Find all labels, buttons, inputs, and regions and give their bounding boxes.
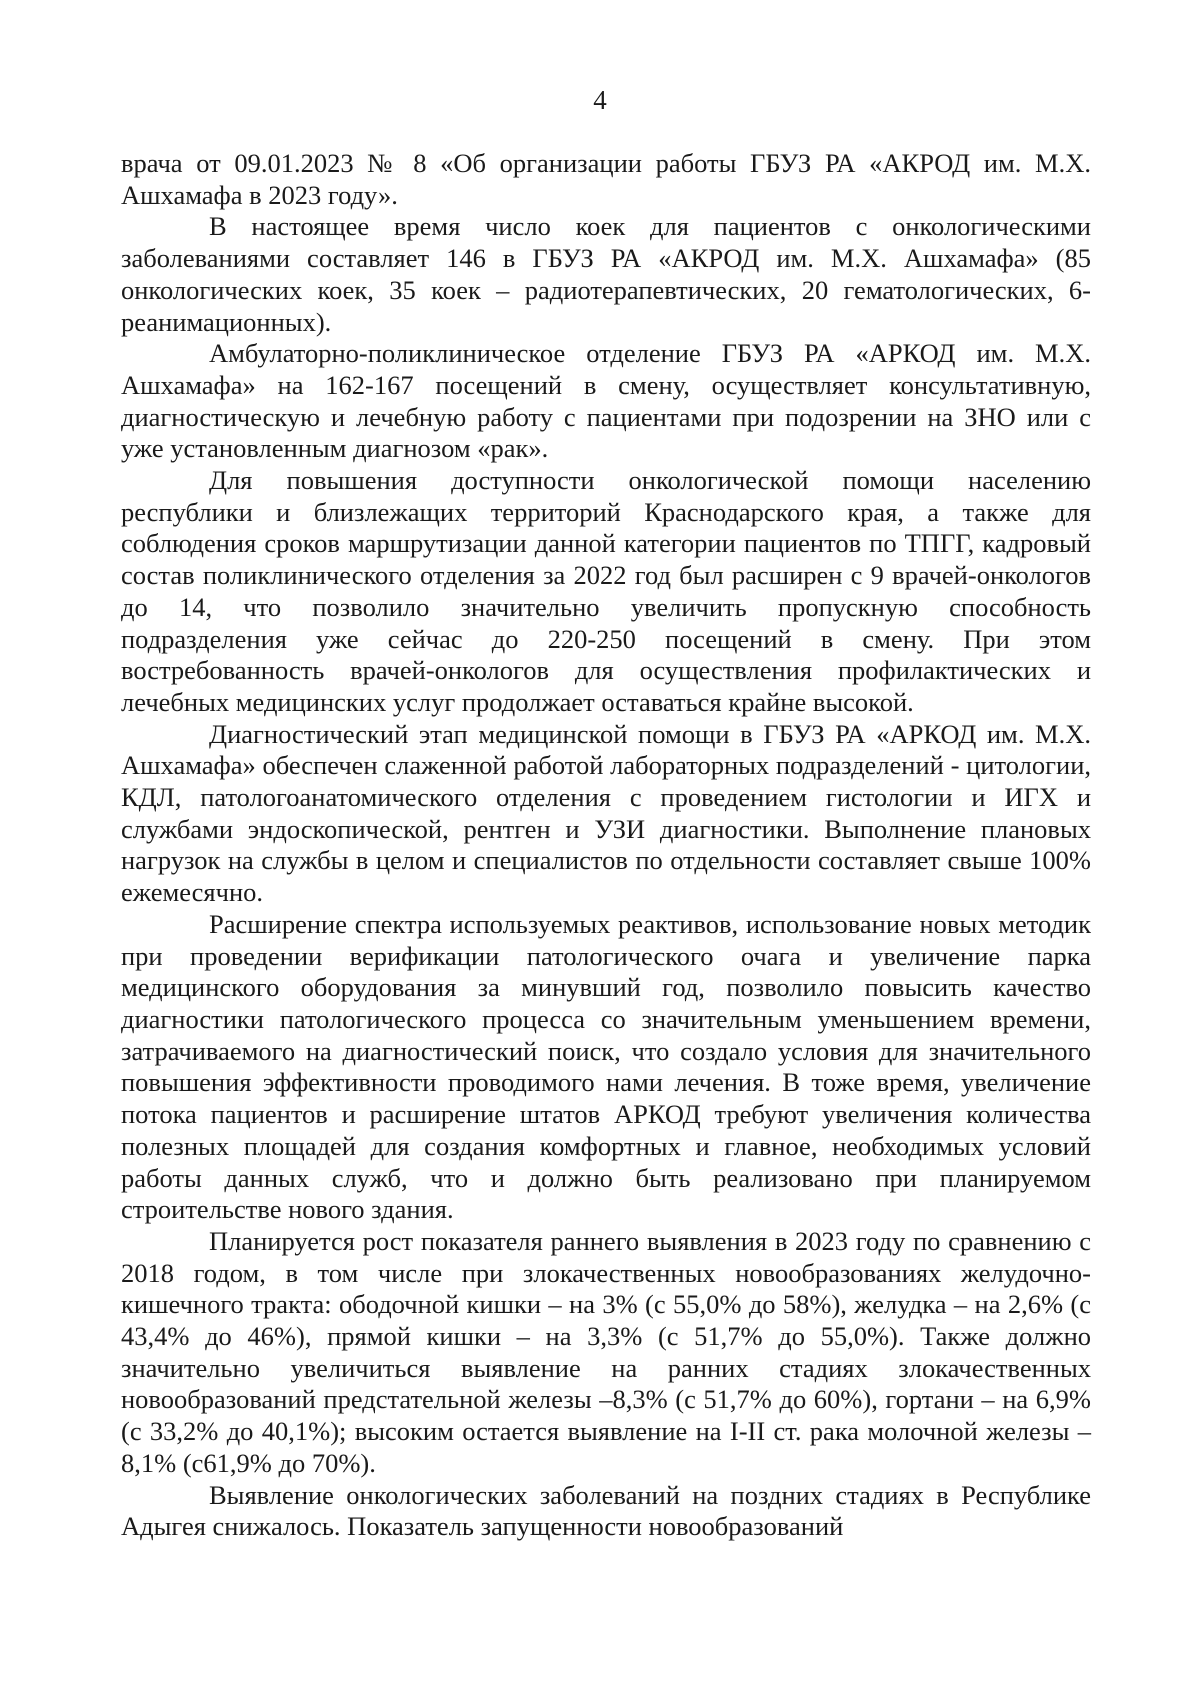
page-number: 4: [593, 85, 607, 115]
paragraph-outpatient-department: Амбулаторно-поликлиническое отделение ГБУЗ РА «АРКОД им. М.Х. Ашхамафа» на 162-167 посещений в смену, осуществляет консультативную, диагностическую и лечебную работу с пациентами при подозрении на ЗНО или с уже установленным диагнозом «рак».: [121, 338, 1091, 464]
paragraph-continuation: врача от 09.01.2023 № 8 «Об организации работы ГБУЗ РА «АКРОД им. М.Х. Ашхамафа в 2023 году».: [121, 148, 1091, 210]
paragraph-bed-count: В настоящее время число коек для пациентов с онкологическими заболеваниями составляет 146 в ГБУЗ РА «АКРОД им. М.Х. Ашхамафа» (85 онкологических коек, 35 коек – радиотерапевтических, 20 гематологических, 6-реанимационных).: [121, 211, 1091, 337]
paragraph-reagents-expansion: Расширение спектра используемых реактивов, использование новых методик при проведении верификации патологического очага и увеличение парка медицинского оборудования за минувший год, позволило повысить качество диагностики патологического процесса со значительным уменьшением времени, затрачиваемого на диагностический поиск, что создало условия для значительного повышения эффективности проводимого нами лечения. В тоже время, увеличение потока пациентов и расширение штатов АРКОД требуют увеличения количества полезных площадей для создания комфортных и главное, необходимых условий работы данных служб, что и должно быть реализовано при планируемом строительстве нового здания.: [121, 908, 1091, 1225]
body-text: [121, 148, 1091, 1543]
paragraph-diagnostic-stage: Диагностический этап медицинской помощи в ГБУЗ РА «АРКОД им. М.Х. Ашхамафа» обеспечен слаженной работой лабораторных подразделений - цитологии, КДЛ, патологоанатомического отделения с проведением гистологии и ИГХ и службами эндоскопической, рентген и УЗИ диагностики. Выполнение плановых нагрузок на службы в целом и специалистов по отдельности составляет свыше 100% ежемесячно.: [121, 718, 1091, 908]
paragraph-early-detection-plan: Планируется рост показателя раннего выявления в 2023 году по сравнению с 2018 годом, в том числе при злокачественных новообразованиях желудочно-кишечного тракта: ободочной кишки – на 3% (с 55,0% до 58%), желудка – на 2,6% (с 43,4% до 46%), прямой кишки – на 3,3% (с 51,7% до 55,0%). Также должно значительно увеличиться выявление на ранних стадиях злокачественных новообразований предстательной железы –8,3% (с 51,7% до 60%), гортани – на 6,9% (с 33,2% до 40,1%); высоким остается выявление на I-II ст. рака молочной железы –8,1% (с61,9% до 70%).: [121, 1225, 1091, 1478]
paragraph-accessibility: Для повышения доступности онкологической помощи населению республики и близлежащих территорий Краснодарского края, а также для соблюдения сроков маршрутизации данной категории пациентов по ТПГГ, кадровый состав поликлинического отделения за 2022 год был расширен с 9 врачей-онкологов до 14, что позволило значительно увеличить пропускную способность подразделения уже сейчас до 220-250 посещений в смену. При этом востребованность врачей-онкологов для осуществления профилактических и лечебных медицинских услуг продолжает оставаться крайне высокой.: [121, 465, 1091, 717]
paragraph-late-stage-detection: Выявление онкологических заболеваний на поздних стадиях в Республике Адыгея снижалось. Показатель запущенности новообразований: [121, 1479, 1091, 1542]
